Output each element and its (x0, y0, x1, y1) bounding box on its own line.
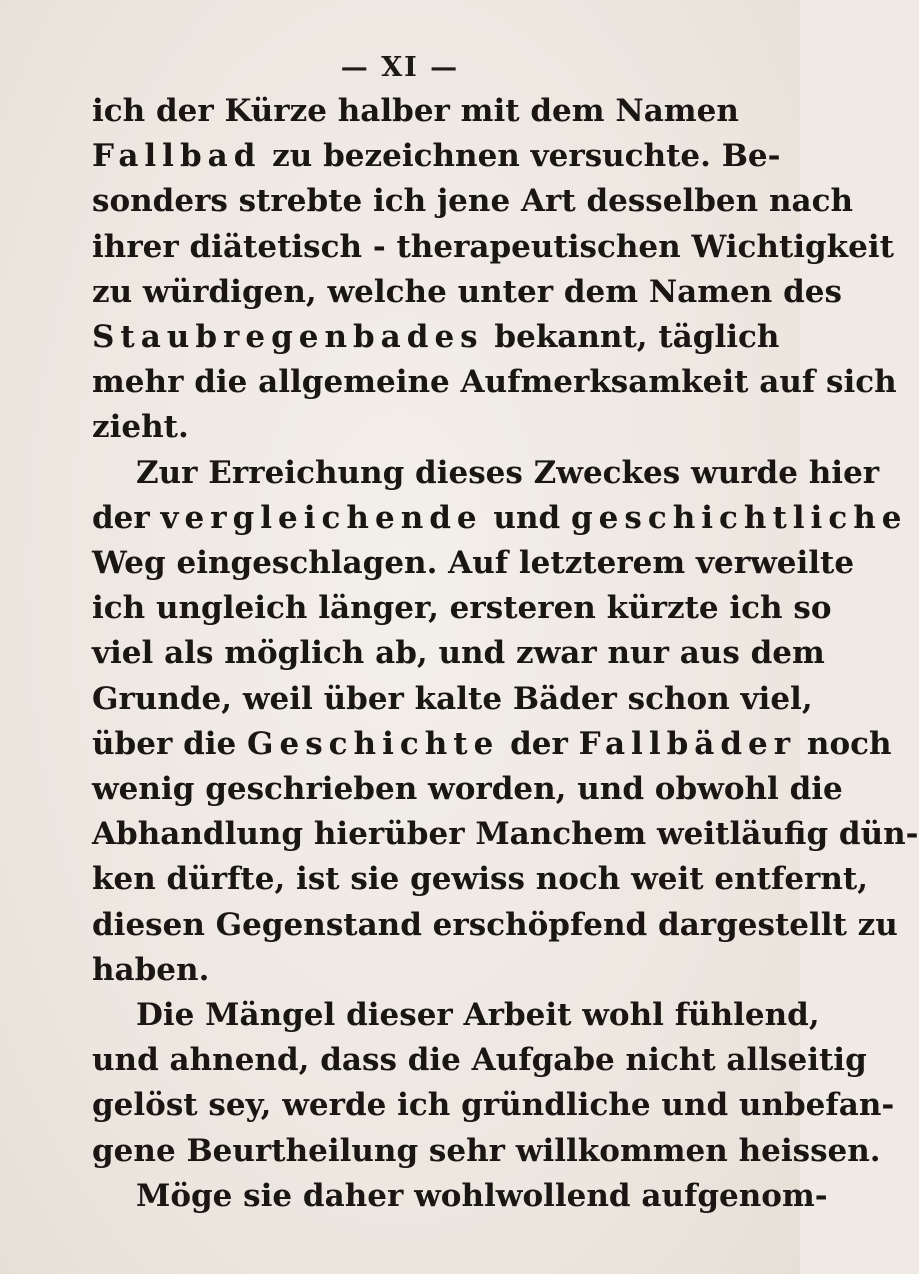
text-line-24: gene Beurtheilung sehr willkommen heissen. (92, 1133, 881, 1169)
text-line-1: ich der Kürze halber mit dem Namen (92, 93, 739, 129)
text-line-22: und ahnend, dass die Aufgabe nicht allseitig (92, 1042, 867, 1078)
emphasized-word: vergleichende (160, 500, 483, 536)
text-line-3: sonders strebte ich jene Art desselben nach (92, 183, 854, 219)
text-line-6: Staubregenbades bekannt, täglich (92, 319, 780, 355)
text-line-5: zu würdigen, welche unter dem Namen des (92, 274, 842, 310)
text-line-19: diesen Gegenstand erschöpfend dargestellt zu (92, 907, 898, 943)
emphasized-word: Fallbäder (578, 726, 797, 762)
emphasized-word: geschichtliche (570, 500, 908, 536)
text-line-2: Fallbad zu bezeichnen versuchte. Be- (92, 138, 781, 174)
text-line-17: Abhandlung hierüber Manchem weitläufig dün- (92, 816, 919, 852)
text-line-14: Grunde, weil über kalte Bäder schon viel, (92, 681, 813, 717)
text-line-11: Weg eingeschlagen. Auf letzterem verweilte (92, 545, 855, 581)
text-line-7: mehr die allgemeine Aufmerksamkeit auf sich (92, 364, 897, 400)
text-line-16: wenig geschrieben worden, und obwohl die (92, 771, 843, 807)
text-line-20: haben. (92, 952, 210, 988)
emphasized-word: Staubregenbades (92, 319, 484, 355)
text-line-8: zieht. (92, 409, 189, 445)
text-line-9: Zur Erreichung dieses Zweckes wurde hier (136, 455, 880, 491)
emphasized-word: Fallbad (92, 138, 262, 174)
text-line-13: viel als möglich ab, und zwar nur aus dem (92, 635, 825, 671)
text-line-12: ich ungleich länger, ersteren kürzte ich so (92, 590, 832, 626)
text-line-25: Möge sie daher wohlwollend aufgenom- (136, 1178, 828, 1214)
text-line-15: über die Geschichte der Fallbäder noch (92, 726, 892, 762)
text-line-23: gelöst sey, werde ich gründliche und unbefan- (92, 1087, 895, 1123)
text-line-10: der vergleichende und geschichtliche (92, 500, 908, 536)
page-number-header: — XI — (340, 52, 460, 83)
text-line-21: Die Mängel dieser Arbeit wohl fühlend, (136, 997, 820, 1033)
text-line-18: ken dürfte, ist sie gewiss noch weit entfernt, (92, 861, 869, 897)
text-line-4: ihrer diätetisch - therapeutischen Wichtigkeit (92, 229, 894, 265)
emphasized-word: Geschichte (247, 726, 500, 762)
